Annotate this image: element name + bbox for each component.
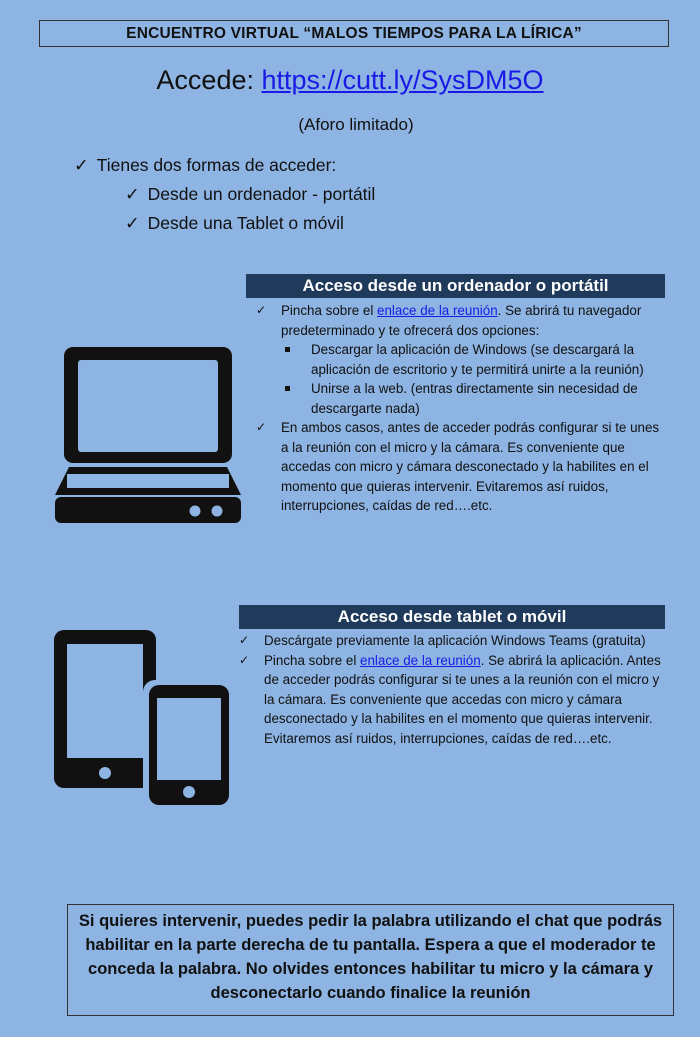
event-title: ENCUENTRO VIRTUAL “MALOS TIEMPOS PARA LA LÍRICA” (39, 20, 669, 47)
bullet-icon (285, 386, 290, 391)
access-label: Accede: (156, 65, 262, 95)
check-icon: ✓ (239, 652, 250, 667)
access-ways-intro-text: Tienes dos formas de acceder: (96, 155, 337, 175)
sublist (256, 340, 666, 418)
text: Unirse a la web. (entras directamente sin necesidad de descargarte nada) (311, 381, 638, 416)
check-icon: ✓ (239, 633, 250, 647)
computer-section-header: Acceso desde un ordenador o portátil (246, 274, 665, 298)
text: Pincha sobre el (281, 303, 378, 318)
meeting-link[interactable]: enlace de la reunión (360, 652, 481, 668)
check-icon: ✓ (256, 303, 267, 317)
check-icon: ✓ (125, 214, 140, 234)
check-icon: ✓ (74, 156, 89, 176)
list-item (256, 301, 666, 340)
bullet-icon (285, 347, 290, 352)
intervention-note: Si quieres intervenir, puedes pedir la palabra utilizando el chat que podrás habilitar en la parte derecha de tu pantalla. Espera a que el moderador te conceda la palabra. No olvides entonces habilitar tu micro y la cámara y desconectarlo cuando finalice la reunión (67, 904, 674, 1016)
text: . Se abrirá tu navegador predeterminado y te ofrecerá dos opciones: (281, 303, 642, 338)
list-item (239, 631, 664, 651)
access-way-computer: Desde un ordenador - portátil (147, 184, 376, 204)
computer-section-body (256, 301, 666, 516)
text: . Se abrirá la aplicación. Antes de acceder podrás configurar si te unes a la reunión con el micro y la cámara. Es conveniente que accedas con micro y cámara desconectado y la habilites en el momento que quieras intervenir. Evitaremos así ruidos, interrupciones, caídas de red….etc. (264, 652, 661, 746)
access-ways-intro (74, 151, 375, 180)
check-icon: ✓ (125, 185, 140, 205)
text: Descárgate previamente la aplicación Windows Teams (gratuita) (264, 633, 646, 648)
tablet-phone-icon (54, 628, 234, 810)
text: Pincha sobre el (264, 652, 361, 668)
mobile-section-header: Acceso desde tablet o móvil (239, 605, 665, 629)
access-link[interactable]: https://cutt.ly/SysDM5O (261, 65, 544, 95)
laptop-icon (55, 345, 241, 525)
access-line (0, 62, 700, 98)
list-subitem (281, 379, 666, 418)
list-item (239, 651, 664, 749)
list-subitem (281, 340, 666, 379)
access-ways-list (74, 151, 375, 238)
mobile-section-body (239, 631, 664, 748)
access-way-item (74, 209, 375, 238)
check-icon: ✓ (256, 420, 267, 434)
capacity-note: (Aforo limitado) (298, 115, 414, 134)
meeting-link[interactable]: enlace de la reunión (377, 303, 498, 318)
access-way-item (74, 180, 375, 209)
list-item (256, 418, 666, 516)
text: En ambos casos, antes de acceder podrás configurar si te unes a la reunión con el micro y la cámara. Es conveniente que accedas con micro y cámara desconectado y la habilites en el momento que quieras intervenir. Evitaremos así ruidos, interrupciones, caídas de red….etc. (281, 420, 660, 513)
access-way-mobile: Desde una Tablet o móvil (147, 213, 344, 233)
text: Descargar la aplicación de Windows (se descargará la aplicación de escritorio y te permitirá unirte a la reunión) (311, 342, 644, 377)
